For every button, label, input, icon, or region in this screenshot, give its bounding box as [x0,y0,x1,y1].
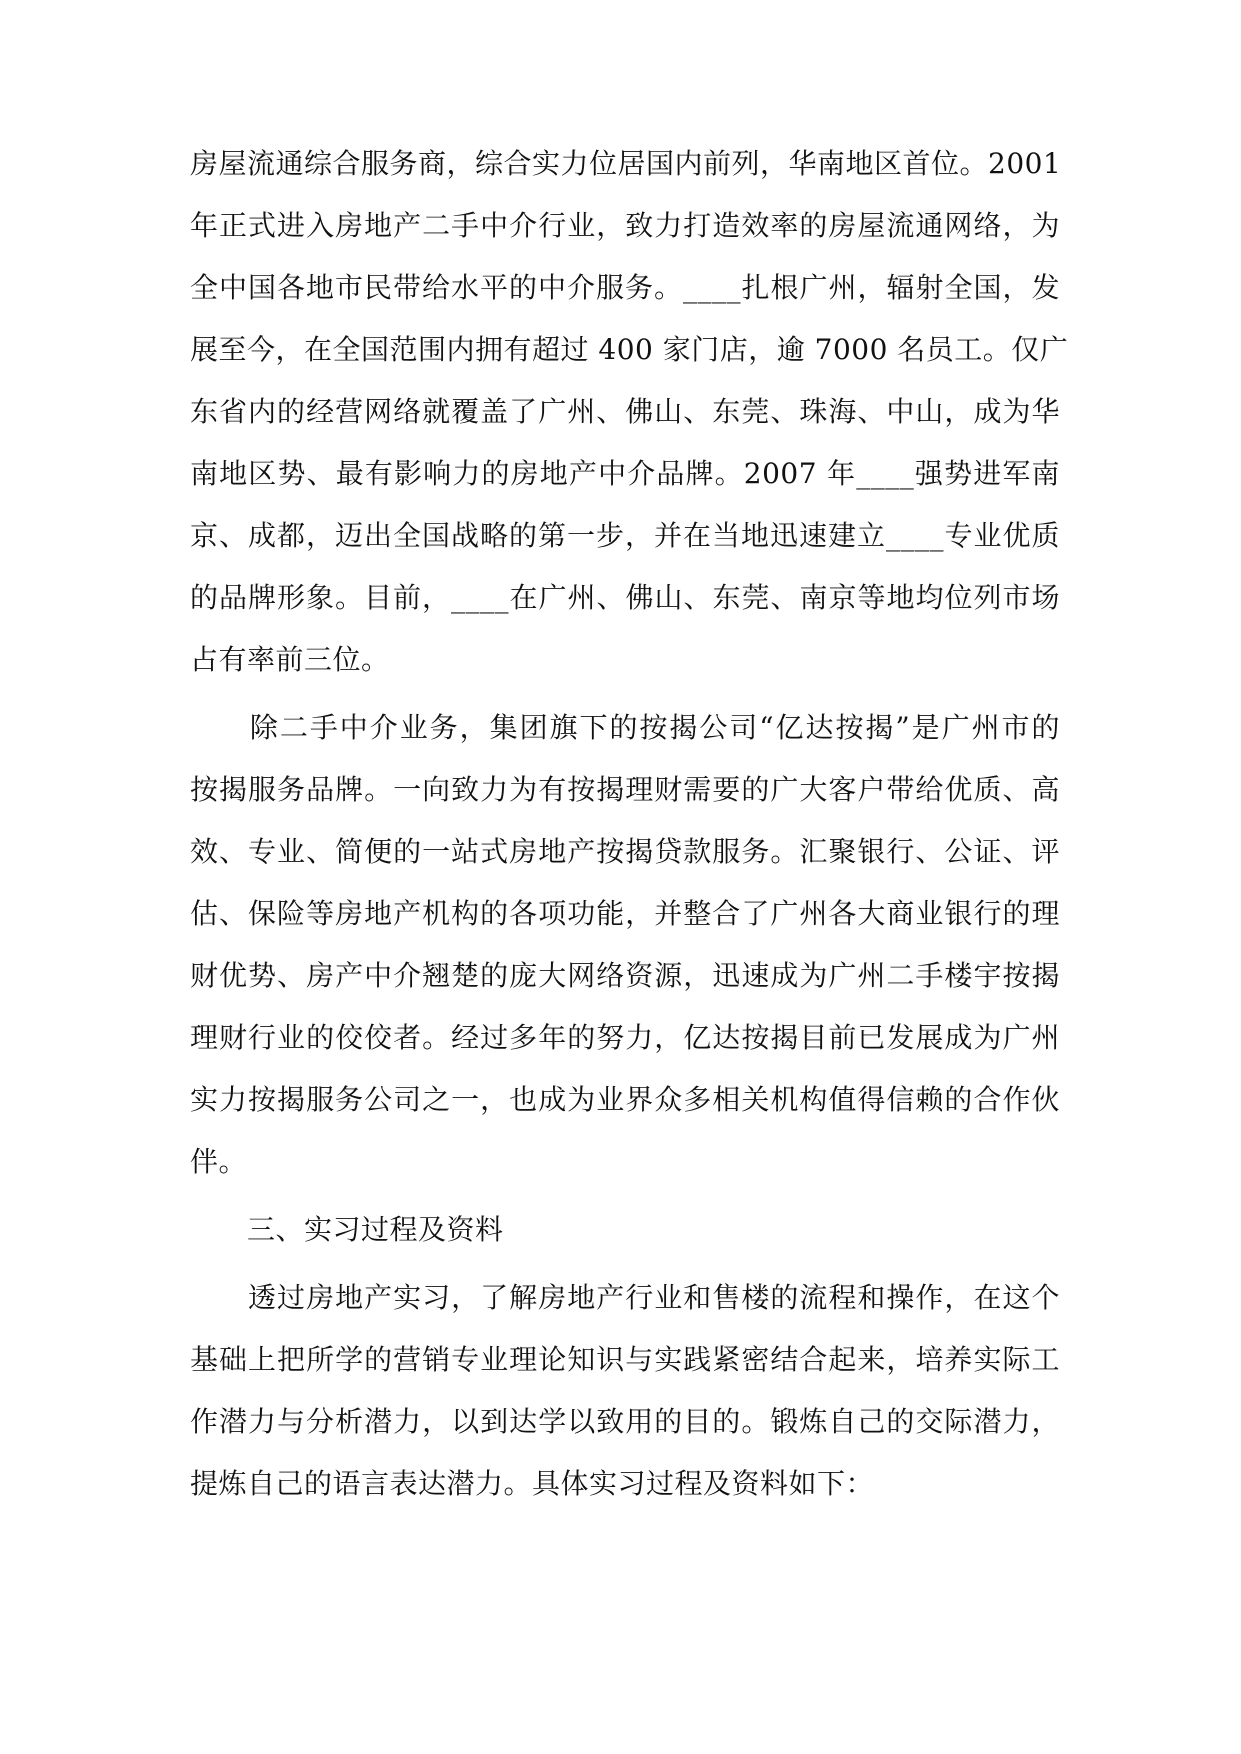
paragraph-line: 年正式进入房地产二手中介行业，致力打造效率的房屋流通网络，为 [190,209,1060,242]
section-heading: 三、实习过程及资料 [190,1213,504,1246]
paragraph-line: 全中国各地市民带给水平的中介服务。____扎根广州，辐射全国，发 [190,271,1060,304]
paragraph-line: 房屋流通综合服务商，综合实力位居国内前列，华南地区首位。2001 [190,147,1062,180]
paragraph-line: 占有率前三位。 [190,643,390,676]
paragraph-line: 伴。 [190,1145,248,1178]
paragraph-line: 京、成都，迈出全国战略的第一步，并在当地迅速建立____专业优质 [190,519,1060,552]
paragraph-line: 的品牌形象。目前，____在广州、佛山、东莞、南京等地均位列市场 [190,581,1060,614]
paragraph-line: 效、专业、简便的一站式房地产按揭贷款服务。汇聚银行、公证、评 [190,835,1060,868]
paragraph-line: 东省内的经营网络就覆盖了广州、佛山、东莞、珠海、中山，成为华 [190,395,1060,428]
paragraph-line: 提炼自己的语言表达潜力。具体实习过程及资料如下： [190,1467,875,1500]
paragraph-line: 除二手中介业务，集团旗下的按揭公司“亿达按揭”是广州市的 [190,711,1060,744]
paragraph-line: 展至今，在全国范围内拥有超过 400 家门店，逾 7000 名员工。仅广 [190,333,1069,366]
paragraph-line: 估、保险等房地产机构的各项功能，并整合了广州各大商业银行的理 [190,897,1060,930]
paragraph-line: 南地区势、最有影响力的房地产中介品牌。2007 年____强势进军南 [190,457,1060,490]
paragraph-line: 按揭服务品牌。一向致力为有按揭理财需要的广大客户带给优质、高 [190,773,1060,806]
paragraph-line: 理财行业的佼佼者。经过多年的努力，亿达按揭目前已发展成为广州 [190,1021,1060,1054]
paragraph-line: 实力按揭服务公司之一，也成为业界众多相关机构值得信赖的合作伙 [190,1083,1060,1116]
paragraph-line: 作潜力与分析潜力，以到达学以致用的目的。锻炼自己的交际潜力， [190,1405,1060,1438]
paragraph-line: 基础上把所学的营销专业理论知识与实践紧密结合起来，培养实际工 [190,1343,1060,1376]
paragraph-line: 财优势、房产中介翘楚的庞大网络资源，迅速成为广州二手楼宇按揭 [190,959,1060,992]
paragraph-line: 透过房地产实习，了解房地产行业和售楼的流程和操作，在这个 [190,1281,1060,1314]
